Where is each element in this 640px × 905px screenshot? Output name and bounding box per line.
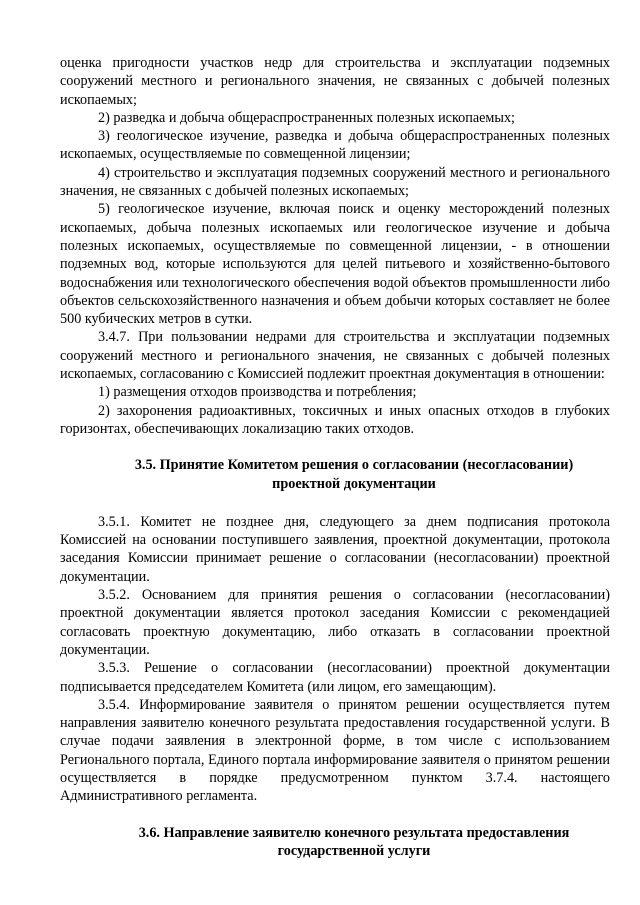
spacer bbox=[60, 493, 610, 513]
list-item-4: 4) строительство и эксплуатация подземных сооружений местного и регионального значения, не связанных с добычей полезных ископаемых; bbox=[60, 164, 610, 200]
document-page bbox=[60, 54, 610, 860]
paragraph-3-5-1: 3.5.1. Комитет не позднее дня, следующего за днем подписания протокола Комиссией на основании поступившего заявления, проектной документации, протокола заседания Комиссии принимает решение о согласовании (несогласовании) проектной документации. bbox=[60, 513, 610, 585]
spacer bbox=[60, 806, 610, 824]
list-item-5: 5) геологическое изучение, включая поиск и оценку месторождений полезных ископаемых, добыча полезных ископаемых или геологическое изучение и добыча полезных ископаемых, осуществляемые по совмещенной лицензии, - в отношении подземных вод, которые используются для целей питьевого и хозяйственно-бытового водоснабжения или технологического обеспечения водой объектов промышленности либо объектов сельскохозяйственного назначения и объем добычи которых составляет не более 500 кубических метров в сутки. bbox=[60, 201, 610, 328]
section-heading-3-5-line1: 3.5. Принятие Комитетом решения о согласовании (несогласовании) bbox=[134, 457, 574, 474]
spacer bbox=[60, 438, 610, 456]
paragraph-3-5-4: 3.5.4. Информирование заявителя о принятом решении осуществляется путем направления заявителю конечного результата предоставления государственной услуги. В случае подачи заявления в электронной форме, в том числе с использованием Регионального портала, Единого портала информирование заявителя о принятом решении осуществляется в порядке предусмотренном пунктом 3.7.4. настоящего Административного регламента. bbox=[60, 696, 610, 805]
paragraph-3-5-3: 3.5.3. Решение о согласовании (несогласовании) проектной документации подписывается председателем Комитета (или лицом, его замещающим). bbox=[60, 660, 610, 695]
list-item-waste-1: 1) размещения отходов производства и потребления; bbox=[98, 384, 417, 401]
section-heading-3-6 bbox=[60, 824, 610, 861]
list-item-3: 3) геологическое изучение, разведка и добыча общераспространенных полезных ископаемых, осуществляемые по совмещенной лицензии; bbox=[60, 128, 610, 163]
list-item-2: 2) разведка и добыча общераспространенных полезных ископаемых; bbox=[98, 109, 515, 126]
section-heading-3-5-line2: проектной документации bbox=[272, 475, 436, 492]
paragraph-3-5-2: 3.5.2. Основанием для принятия решения о согласовании (несогласовании) проектной документации является протокол заседания Комиссии с рекомендацией согласовать проектную документацию, либо отказать в согласовании проектной документации. bbox=[60, 587, 610, 658]
paragraph-continuation: оценка пригодности участков недр для строительства и эксплуатации подземных сооружений местного и регионального значения, не связанных с добычей полезных ископаемых; bbox=[60, 55, 610, 108]
section-heading-3-6-line1: 3.6. Направление заявителю конечного результата предоставления bbox=[138, 824, 570, 841]
paragraph-3-4-7: 3.4.7. При пользовании недрами для строительства и эксплуатации подземных сооружений местного и регионального значения, не связанных с добычей полезных ископаемых, согласованию с Комиссией подлежит проектная документация в отношении: bbox=[60, 329, 610, 383]
list-item-waste-2: 2) захоронения радиоактивных, токсичных и иных опасных отходов в глубоких горизонтах, обеспечивающих локализацию таких отходов. bbox=[60, 402, 610, 437]
section-heading-3-5 bbox=[60, 456, 610, 493]
section-heading-3-6-line2: государственной услуги bbox=[277, 842, 431, 859]
